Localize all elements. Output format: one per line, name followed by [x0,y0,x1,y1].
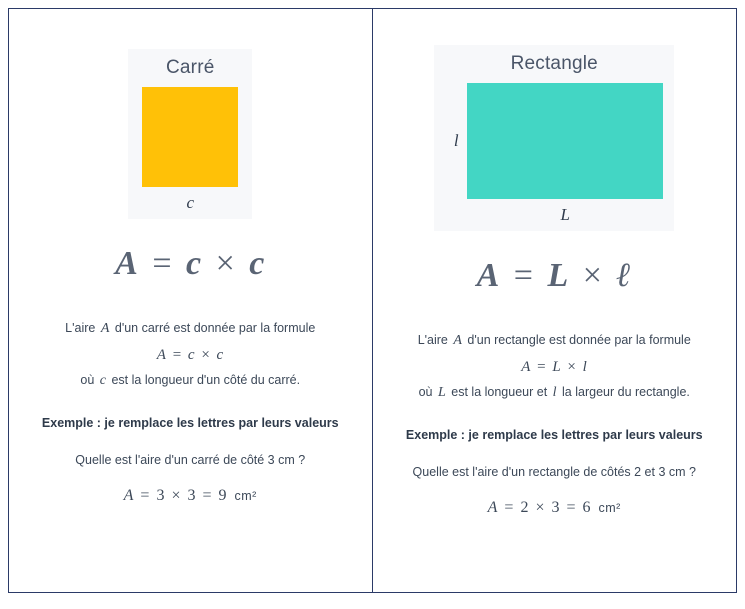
rectangle-description [387,330,723,351]
rectangle-inline-equals: = [537,359,547,375]
rectangle-description-suffix: d'un rectangle est donnée par la formule [467,333,691,347]
rectangle-example-title: Exemple : je remplace les lettres par leurs valeurs [405,428,703,442]
square-where-line [23,370,358,391]
rectangle-result-equals: = [504,499,514,516]
square-main-formula [115,245,265,283]
square-result-a: 3 [156,487,165,504]
square-inline-lhs: A [156,347,167,363]
square-result-lhs: A [123,487,134,504]
square-side-label: c [186,193,195,212]
square-result-equals: = [140,487,150,504]
cards-container [8,8,737,593]
square-inline-b: c [216,347,224,363]
square-result-times: × [171,487,181,504]
square-text-block [23,315,358,505]
rectangle-where-var: L [437,385,446,400]
card-rectangle [373,9,737,592]
square-formula-a: c [186,245,203,282]
rectangle-result-a: 2 [520,499,529,516]
rectangle-question: Quelle est l'aire d'un rectangle de côtés 2 et 3 cm ? [412,465,696,479]
rectangle-length-label: L [560,205,570,224]
figure-rectangle [434,45,674,231]
rectangle-result-unit: cm² [598,501,621,515]
rectangle-formula-times: × [582,257,603,294]
square-result-unit: cm² [234,489,257,503]
square-formula-times: × [215,245,236,282]
figure-title-rectangle: Rectangle [510,53,598,74]
square-inline-formula [23,347,358,364]
rectangle-inline-lhs: A [521,359,531,375]
card-square [9,9,373,592]
rectangle-inline-b: l [582,359,588,375]
square-inline-equals: = [172,347,182,363]
rectangle-result-equals2: = [566,499,577,516]
rectangle-width-label: l [453,131,459,150]
rectangle-description-var: A [453,333,462,348]
square-description [23,318,358,339]
square-result [23,487,358,505]
rectangle-description-prefix: L'aire [417,333,448,347]
rectangle-formula-b: ℓ [616,257,632,294]
square-result-value: 9 [218,487,228,504]
square-result-b: 3 [187,487,196,504]
rectangle-inline-formula [387,359,723,376]
rectangle-inline-a: L [552,359,562,375]
rectangle-result-value: 6 [582,499,592,516]
square-inline-a: c [187,347,196,363]
square-result-equals2: = [202,487,213,504]
rectangle-result-b: 3 [551,499,560,516]
rectangle-formula-lhs: A [476,257,501,294]
square-where-suffix: est la longueur d'un côté du carré. [111,373,301,387]
rectangle-where-var2: l [552,385,557,400]
rectangle-where-prefix: où [418,385,433,399]
square-description-prefix: L'aire [65,321,96,335]
rectangle-shape [467,83,663,199]
square-formula-lhs: A [115,245,139,282]
square-example-title: Exemple : je remplace les lettres par leurs valeurs [41,416,339,430]
rectangle-formula-a: L [547,257,570,294]
square-formula-equals: = [152,245,173,282]
square-description-suffix: d'un carré est donnée par la formule [114,321,316,335]
rectangle-formula-equals: = [513,257,534,294]
square-where-prefix: où [80,373,95,387]
figure-body-square [142,87,238,187]
figure-square [128,49,252,219]
rectangle-where-mid: est la longueur et [451,385,548,399]
figure-title-square: Carré [165,57,215,78]
rectangle-result-lhs: A [487,499,498,516]
figure-body-rectangle [445,83,663,199]
rectangle-main-formula [477,257,632,295]
square-question: Quelle est l'aire d'un carré de côté 3 cm ? [75,453,306,467]
rectangle-where-suffix: la largeur du rectangle. [562,385,690,399]
rectangle-inline-times: × [567,359,577,375]
rectangle-result-times: × [535,499,545,516]
rectangle-text-block [387,327,723,517]
rectangle-result [387,499,723,517]
square-inline-times: × [201,347,211,363]
rectangle-where-line [387,382,723,403]
square-formula-b: c [249,245,266,282]
square-shape [142,87,238,187]
square-where-var: c [99,373,106,388]
square-description-var: A [100,321,110,336]
